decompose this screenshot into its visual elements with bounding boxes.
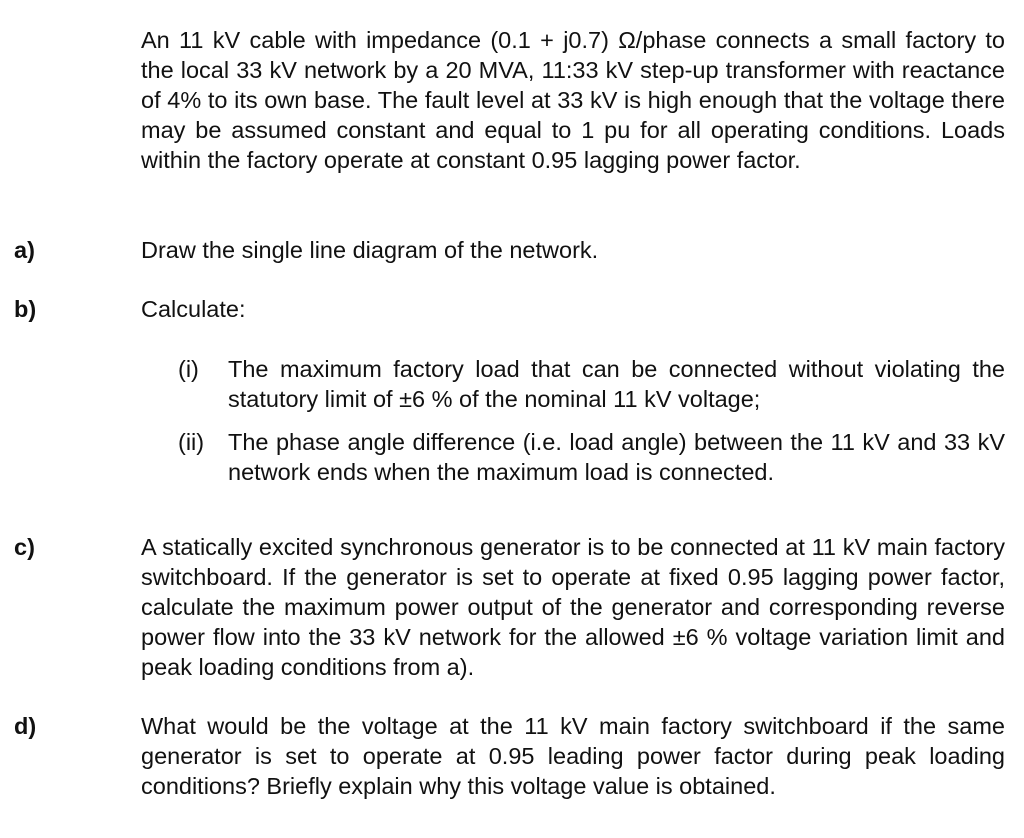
- question-b-part-ii-text: The phase angle difference (i.e. load angle) between the 11 kV and 33 kV network ends when the maximum load is connected.: [228, 429, 1005, 485]
- question-d-text: What would be the voltage at the 11 kV main factory switchboard if the same generator is set to operate at 0.95 leading power factor during peak loading conditions? Briefly explain why this voltage value is obtained.: [141, 713, 1005, 799]
- question-a-label: a): [14, 237, 35, 263]
- question-b-part-i-text: The maximum factory load that can be connected without violating the statutory limit of ±6 % of the nominal 11 kV voltage;: [228, 356, 1005, 412]
- question-b-label: b): [14, 296, 37, 322]
- question-d-label: d): [14, 713, 37, 739]
- question-c-label: c): [14, 534, 35, 560]
- question-b-part-ii-number: (ii): [178, 429, 205, 455]
- question-b-part-i-number: (i): [178, 356, 199, 382]
- question-b-text: Calculate:: [141, 296, 246, 322]
- question-a-text: Draw the single line diagram of the network.: [141, 237, 599, 263]
- intro-paragraph: An 11 kV cable with impedance (0.1 + j0.7) Ω/phase connects a small factory to the local 33 kV network by a 20 MVA, 11:33 kV step-up transformer with reactance of 4% to its own base. The fault level at 33 kV is high enough that the voltage there may be assumed constant and equal to 1 pu for all operating conditions. Loads within the factory operate at constant 0.95 lagging power factor.: [141, 27, 1005, 173]
- question-c-text: A statically excited synchronous generator is to be connected at 11 kV main factory switchboard. If the generator is set to operate at fixed 0.95 lagging power factor, calculate the maximum power output of the generator and corresponding reverse power flow into the 33 kV network for the allowed ±6 % voltage variation limit and peak loading conditions from a).: [141, 534, 1005, 680]
